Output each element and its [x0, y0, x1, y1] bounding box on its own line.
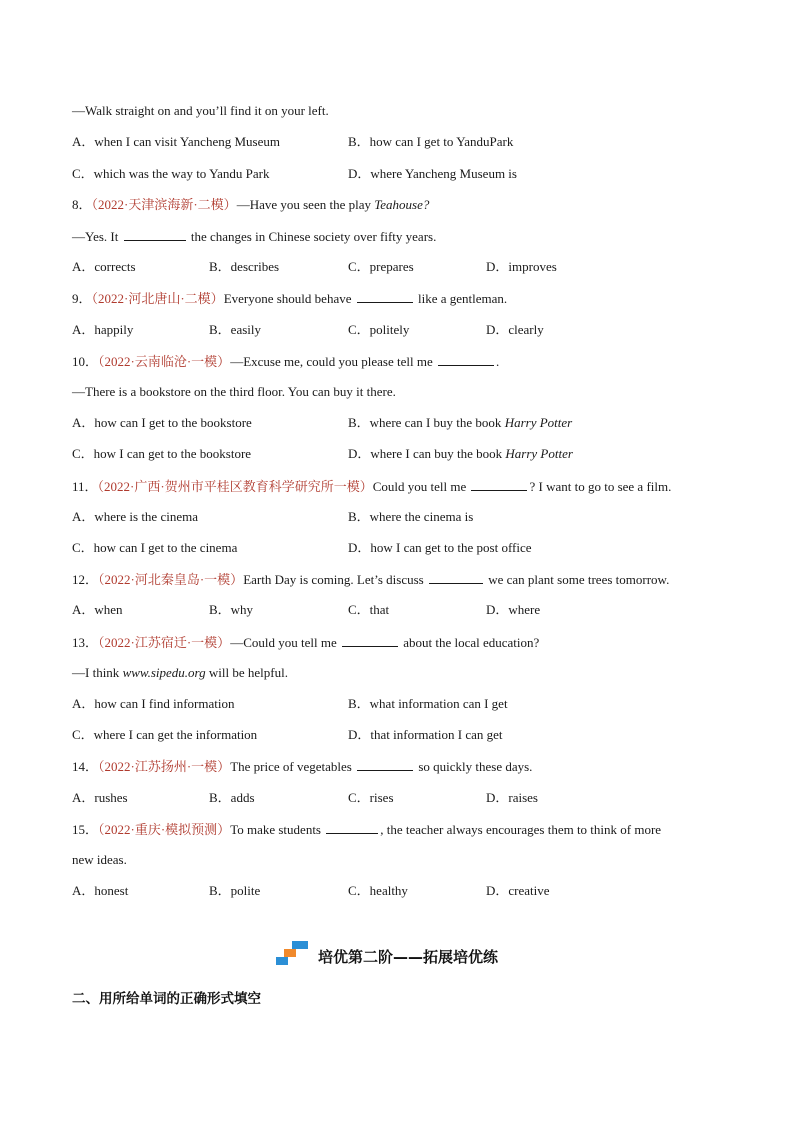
q10-line2: —There is a bookstore on the third floor. You can buy it there.	[72, 384, 396, 399]
q14-answer-blank[interactable]	[357, 758, 413, 771]
q9-source: （2022·河北唐山·二模）	[91, 291, 224, 306]
q10-text-b: .	[495, 354, 500, 369]
q9-option-a: A．happily	[72, 322, 134, 337]
q14-source: （2022·江苏扬州·一模）	[98, 759, 231, 774]
q14-stem	[72, 758, 532, 775]
q11-option-b: B．where the cinema is	[348, 509, 474, 524]
q13-source: （2022·江苏宿迁·一模）	[98, 635, 231, 650]
q8-line2	[72, 228, 436, 245]
q10-source: （2022·云南临沧·一模）	[98, 354, 231, 369]
section-header	[276, 943, 498, 969]
q13-line2-b: will be helpful.	[205, 665, 288, 680]
q14-number: 14．	[72, 759, 99, 774]
q15-answer-blank[interactable]	[326, 821, 378, 834]
q12-option-c: C．that	[348, 602, 390, 617]
q13-option-c: C．where I can get the information	[72, 727, 258, 742]
q9-stem	[72, 290, 507, 307]
q13-answer-blank[interactable]	[342, 634, 398, 647]
q15-option-c: C．healthy	[348, 883, 408, 898]
q11-option-c: C．how can I get to the cinema	[72, 540, 238, 555]
q11-number: 11．	[72, 479, 98, 494]
q10-stem	[72, 353, 499, 370]
q8-number: 8．	[72, 197, 92, 212]
q8-stem	[72, 197, 429, 213]
q11-answer-blank[interactable]	[471, 478, 527, 491]
q7-option-a: A．when I can visit Yancheng Museum	[72, 134, 280, 149]
q13-text-a: —Could you tell me	[230, 635, 340, 650]
stacked-blocks-icon	[276, 941, 310, 971]
q12-option-a: A．when	[72, 602, 123, 617]
q14-option-c: C．rises	[348, 790, 394, 805]
q14-option-b: B．adds	[209, 790, 255, 805]
q12-text-b: we can plant some trees tomorrow.	[484, 572, 670, 587]
q13-line2-a: —I think	[72, 665, 123, 680]
q14-text-a: The price of vegetables	[230, 759, 356, 774]
q15-source: （2022·重庆·模拟预测）	[98, 822, 231, 837]
q13-url: www.sipedu.org	[122, 665, 206, 680]
q9-text-a: Everyone should behave	[223, 291, 355, 306]
q13-option-d: D．that information I can get	[348, 727, 503, 742]
q13-option-b: B．what information can I get	[348, 696, 508, 711]
q9-answer-blank[interactable]	[357, 290, 413, 303]
q15-option-a: A．honest	[72, 883, 129, 898]
q12-number: 12．	[72, 572, 99, 587]
q15-stem	[72, 821, 661, 838]
q7-option-c: C．which was the way to Yandu Park	[72, 166, 270, 181]
q8-answer-blank[interactable]	[124, 228, 186, 241]
q15-text-a: To make students	[230, 822, 325, 837]
q13-line2	[72, 665, 288, 681]
q7-option-b: B．how can I get to YanduPark	[348, 134, 514, 149]
q10-option-d-book: Harry Potter	[505, 446, 573, 461]
q9-number: 9．	[72, 291, 92, 306]
q8-option-b: B．describes	[209, 259, 280, 274]
q8-play-title: Teahouse?	[374, 197, 430, 212]
q10-answer-blank[interactable]	[438, 353, 494, 366]
q8-line2-a: —Yes. It	[72, 229, 122, 244]
q15-option-d: D．creative	[486, 883, 550, 898]
q11-text-a: Could you tell me	[372, 479, 470, 494]
q8-source: （2022·天津滨海新·二模）	[91, 197, 237, 212]
q8-option-a: A．corrects	[72, 259, 136, 274]
q14-option-a: A．rushes	[72, 790, 128, 805]
q10-option-d-text: D．where I can buy the book	[348, 446, 506, 461]
q10-option-a: A．how can I get to the bookstore	[72, 415, 252, 430]
q8-option-d: D．improves	[486, 259, 557, 274]
q10-option-d	[348, 446, 573, 462]
q12-option-b: B．why	[209, 602, 254, 617]
q15-line2: new ideas.	[72, 852, 127, 867]
q13-stem	[72, 634, 539, 651]
q8-text: —Have you seen the play	[236, 197, 375, 212]
q15-text-b: , the teacher always encourages them to think of more	[380, 822, 662, 837]
q13-text-b: about the local education?	[399, 635, 540, 650]
q13-option-a: A．how can I find information	[72, 696, 235, 711]
q9-option-c: C．politely	[348, 322, 410, 337]
q7-option-d: D．where Yancheng Museum is	[348, 166, 517, 181]
q10-option-c: C．how I can get to the bookstore	[72, 446, 252, 461]
q10-number: 10．	[72, 354, 99, 369]
q12-answer-blank[interactable]	[429, 571, 483, 584]
q12-text-a: Earth Day is coming. Let’s discuss	[243, 572, 427, 587]
q15-option-b: B．polite	[209, 883, 261, 898]
q13-number: 13．	[72, 635, 99, 650]
q10-text-a: —Excuse me, could you please tell me	[230, 354, 436, 369]
q9-text-b: like a gentleman.	[414, 291, 508, 306]
part2-title: 二、用所给单词的正确形式填空	[72, 991, 261, 1007]
q8-option-c: C．prepares	[348, 259, 414, 274]
q11-text-b: ? I want to go to see a film.	[529, 479, 672, 494]
q11-stem	[72, 478, 671, 495]
q11-option-d: D．how I can get to the post office	[348, 540, 532, 555]
q10-option-b-book: Harry Potter	[504, 415, 573, 430]
q11-option-a: A．where is the cinema	[72, 509, 198, 524]
section-title: 培优第二阶——拓展培优练	[318, 947, 499, 966]
q11-source: （2022·广西·贺州市平桂区教育科学研究所一模）	[97, 479, 373, 494]
q14-option-d: D．raises	[486, 790, 538, 805]
q10-option-b	[348, 415, 572, 431]
q7-answer-line: —Walk straight on and you’ll find it on your left.	[72, 103, 329, 118]
q10-option-b-text: B．where can I buy the book	[348, 415, 505, 430]
q8-line2-b: the changes in Chinese society over fifty years.	[187, 229, 437, 244]
q12-source: （2022·河北秦皇岛·一模）	[98, 572, 244, 587]
q9-option-b: B．easily	[209, 322, 261, 337]
q12-stem	[72, 571, 669, 588]
q12-option-d: D．where	[486, 602, 541, 617]
q15-number: 15．	[72, 822, 99, 837]
q9-option-d: D．clearly	[486, 322, 544, 337]
q14-text-b: so quickly these days.	[415, 759, 533, 774]
